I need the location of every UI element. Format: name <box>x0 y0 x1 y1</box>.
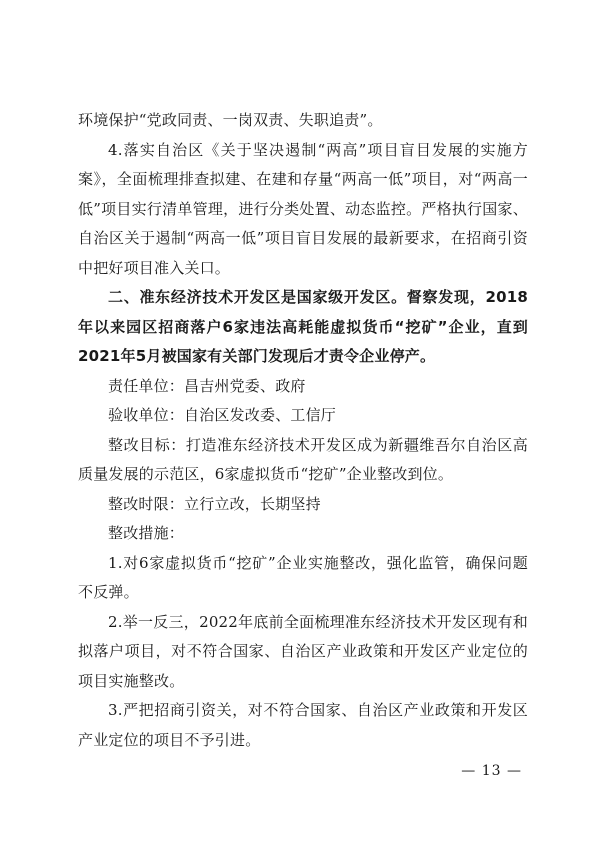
acceptance-unit: 验收单位：自治区发改委、工信厅 <box>108 406 337 424</box>
paragraph-item-4: 4.落实自治区《关于坚决遏制“两高”项目盲目发展的实施方案》，全面梳理排查拟建、在建和存量“两高一低”项目，对“两高一低”项目实行清单管理，进行分类处置、动态监控。严格执行国家、自治区关于遏制“两高一低”项目盲目发展的最新要求，在招商引资中把好项目准入关口。 <box>78 140 528 277</box>
page-number: — 13 — <box>461 763 522 779</box>
section-heading-issue-2: 二、准东经济技术开发区是国家级开发区。督察发现，2018年以来园区招商落户6家违法高耗能虚拟货币“挖矿”企业，直到2021年5月被国家有关部门发现后才责令企业停产。 <box>78 288 528 365</box>
paragraph-env-protection: 环境保护“党政同责、一岗双责、失职追责”。 <box>78 111 383 129</box>
measure-3: 3.严把招商引资关，对不符合国家、自治区产业政策和开发区产业定位的项目不予引进。 <box>78 701 528 749</box>
rectification-deadline: 整改时限：立行立改，长期坚持 <box>108 494 321 513</box>
responsible-unit: 责任单位：昌吉州党委、政府 <box>108 376 306 395</box>
measure-2: 2.举一反三，2022年底前全面梳理准东经济技术开发区现有和拟落户项目，对不符合国家、自治区产业政策和开发区产业定位的项目实施整改。 <box>78 612 528 690</box>
document-body <box>78 106 528 755</box>
rectification-goal: 整改目标：打造准东经济技术开发区成为新疆维吾尔自治区高质量发展的示范区，6家虚拟货币“挖矿”企业整改到位。 <box>78 435 528 483</box>
rectification-measures-label: 整改措施： <box>108 524 185 542</box>
measure-1: 1.对6家虚拟货币“挖矿”企业实施整改，强化监管，确保问题不反弹。 <box>78 553 528 601</box>
